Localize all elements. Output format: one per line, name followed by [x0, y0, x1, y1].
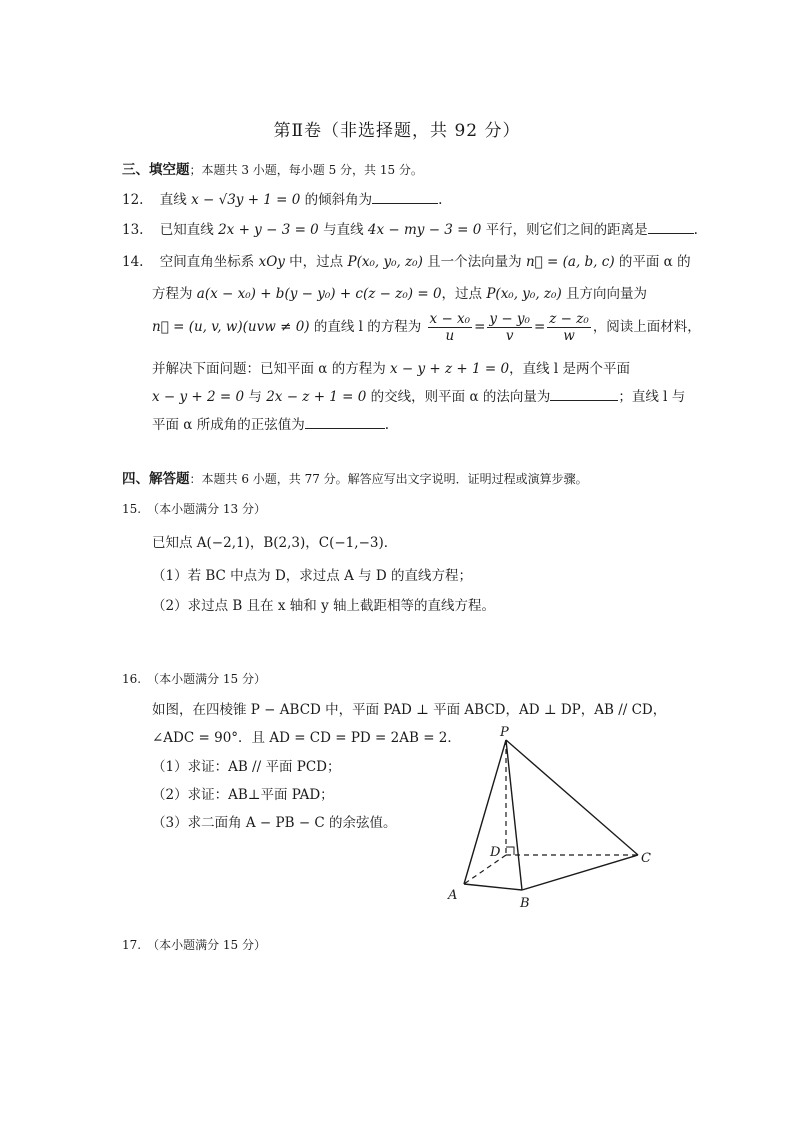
q13-answer-blank[interactable] — [648, 221, 694, 234]
edge-PC — [506, 740, 638, 855]
section-4-header — [122, 467, 588, 487]
q14-text: 并解决下面问题：已知平面 α 的方程为 — [152, 361, 390, 377]
q17-score: （本小题满分 15 分） — [147, 938, 266, 952]
question-14-line-2 — [152, 282, 647, 302]
q14-point: P(x₀, y₀, z₀) — [486, 286, 562, 302]
q14-frac-numerator: x − x₀ — [429, 311, 471, 327]
q15-score: （本小题满分 13 分） — [147, 502, 266, 516]
q14-text: 空间直角坐标系 — [159, 254, 259, 270]
q14-text: 的直线 l 的方程为 — [309, 319, 426, 335]
right-angle-marker — [506, 847, 514, 855]
vertex-label-C: C — [641, 851, 651, 866]
q16-score: （本小题满分 15 分） — [147, 672, 266, 686]
q14-frac-numerator: y − y₀ — [489, 311, 530, 327]
section-4-heading: 四、解答题 — [122, 471, 190, 487]
q13-line1: 2x + y − 3 = 0 — [218, 222, 319, 238]
q16-part-2: （2）求证：AB⊥平面 PAD； — [152, 787, 334, 803]
vertex-label-B: B — [520, 896, 530, 911]
section-4-note: ：本题共 6 小题，共 77 分。解答应写出文字说明．证明过程或演算步骤。 — [189, 472, 588, 486]
q14-fraction-x — [428, 311, 473, 344]
edge-BC — [522, 855, 638, 890]
question-14-line-5 — [152, 385, 685, 405]
q14-text: 方程为 — [152, 286, 197, 302]
q14-end: . — [384, 417, 389, 433]
q14-answer-blank-1[interactable] — [550, 388, 618, 401]
q14-text: 平面 α 所成角的正弦值为 — [152, 417, 305, 433]
q13-line2: 4x − my − 3 = 0 — [367, 222, 482, 238]
q15-given: 已知点 A(−2,1)，B(2,3)，C(−1,−3)． — [152, 535, 398, 551]
q14-text: ，直线 l 是两个平面 — [509, 361, 631, 377]
q12-pre: 直线 — [159, 192, 192, 208]
q14-plane-1: x − y + 2 = 0 — [152, 389, 245, 405]
edge-AB — [464, 884, 522, 890]
edge-PB — [506, 740, 522, 890]
q14-text: 的平面 α 的 — [614, 254, 691, 270]
q14-frac-numerator: z − z₀ — [549, 311, 589, 327]
question-14-line-1 — [122, 250, 691, 270]
q16-line-2: ∠ADC = 90°．且 AD = CD = PD = 2AB = 2． — [152, 730, 461, 746]
q12-answer-blank[interactable] — [372, 191, 438, 204]
q16-line-1: 如图，在四棱锥 P − ABCD 中，平面 PAD ⊥ 平面 ABCD，AD ⊥ DP，AB // CD， — [152, 702, 667, 718]
q14-point: P(x₀, y₀, z₀) — [347, 254, 423, 270]
q12-expr: x − √3y + 1 = 0 — [191, 192, 301, 208]
question-14-line-6 — [152, 413, 389, 433]
q15-part-2: （2）求过点 B 且在 x 轴和 y 轴上截距相等的直线方程。 — [152, 598, 495, 614]
page-title: 第Ⅱ卷（非选择题，共 92 分） — [273, 121, 521, 141]
q15-number: 15. — [122, 502, 142, 516]
q14-number: 14. — [122, 254, 144, 270]
q14-plane-alpha-equation: x − y + z + 1 = 0 — [390, 361, 510, 377]
q14-direction-vector: n⃗ = (u, v, w)(uvw ≠ 0) — [152, 319, 310, 335]
q14-coord-system: xOy — [258, 254, 285, 270]
q15-part-1: （1）若 BC 中点为 D，求过点 A 与 D 的直线方程； — [152, 568, 473, 584]
question-14-line-3 — [152, 311, 701, 344]
q14-fraction-y — [487, 311, 532, 344]
question-12 — [122, 188, 442, 208]
q14-plane-2: 2x − z + 1 = 0 — [266, 389, 367, 405]
q17-number: 17. — [122, 938, 142, 952]
vertex-label-A: A — [448, 888, 458, 903]
q14-frac-denominator: w — [563, 328, 575, 344]
q14-frac-denominator: v — [505, 328, 514, 344]
question-16-header — [122, 670, 266, 687]
q16-part-3: （3）求二面角 A − PB − C 的余弦值。 — [152, 815, 397, 831]
section-3-heading: 三、填空题 — [122, 162, 190, 178]
q13-number: 13. — [122, 222, 144, 238]
q14-fraction-z — [547, 311, 591, 344]
q14-text: 与 — [244, 389, 267, 405]
q16-number: 16. — [122, 672, 142, 686]
section-3-header — [122, 158, 423, 178]
q14-frac-denominator: u — [445, 328, 455, 344]
question-14-line-4 — [152, 357, 630, 377]
pyramid-figure — [430, 718, 670, 914]
vertex-label-D: D — [490, 845, 501, 860]
q12-end: . — [438, 192, 443, 208]
q12-post: 的倾斜角为 — [300, 192, 373, 208]
question-13 — [122, 218, 698, 238]
q14-text: ，阅读上面材料， — [592, 319, 701, 335]
q14-equals: = — [533, 319, 546, 335]
q14-text: 的交线，则平面 α 的法向量为 — [366, 389, 551, 405]
q13-mid: 与直线 — [318, 222, 368, 238]
edge-PA — [464, 740, 506, 884]
q13-post: 平行，则它们之间的距离是 — [481, 222, 648, 238]
q14-answer-blank-2[interactable] — [305, 416, 385, 429]
q14-text: ；直线 l 与 — [618, 389, 686, 405]
vertex-label-P: P — [500, 725, 509, 740]
question-17-header — [122, 936, 266, 953]
q14-text: 中，过点 — [284, 254, 348, 270]
q16-part-1: （1）求证：AB // 平面 PCD； — [152, 759, 341, 775]
q13-end: . — [693, 222, 698, 238]
q14-text: 且方向向量为 — [561, 286, 648, 302]
q14-text: ，过点 — [441, 286, 487, 302]
q14-text: 且一个法向量为 — [422, 254, 526, 270]
q12-number: 12. — [122, 192, 144, 208]
q14-normal-vector: n⃗ = (a, b, c) — [525, 254, 615, 270]
q13-pre: 已知直线 — [159, 222, 219, 238]
section-3-note: ；本题共 3 小题，每小题 5 分，共 15 分。 — [189, 163, 423, 177]
q14-plane-equation: a(x − x₀) + b(y − y₀) + c(z − z₀) = 0 — [196, 286, 442, 302]
question-15-header — [122, 500, 266, 517]
q14-equals: = — [474, 319, 486, 335]
